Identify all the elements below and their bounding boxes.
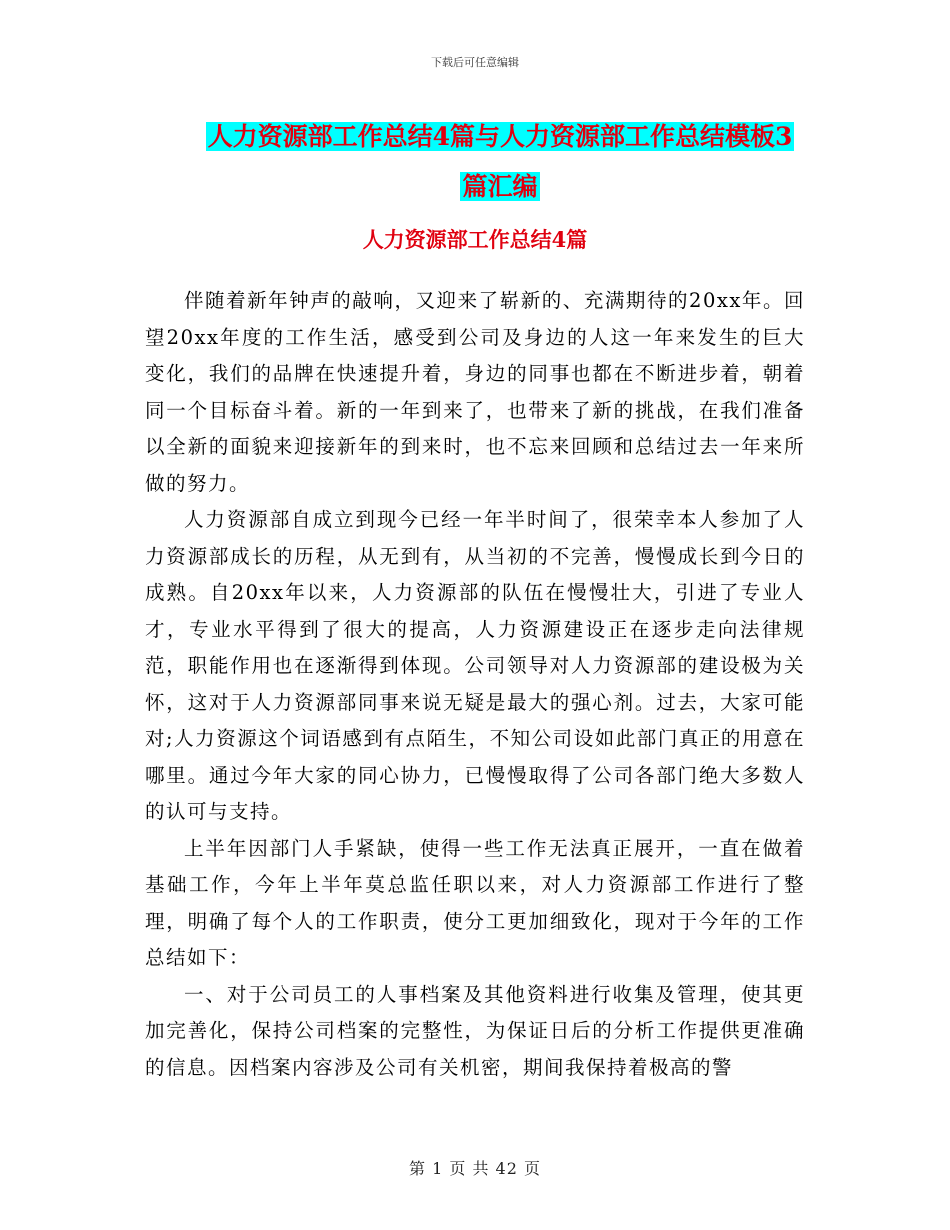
document-title-line1: 人力资源部工作总结4篇与人力资源部工作总结模板3 xyxy=(207,122,793,151)
paragraph: 伴随着新年钟声的敲响，又迎来了崭新的、充满期待的20xx年。回望20xx年度的工作生活，感受到公司及身边的人这一年来发生的巨大变化，我们的品牌在快速提升着，身边的同事也都在不断进步着，朝着同一个目标奋斗着。新的一年到来了，也带来了新的挑战，在我们准备以全新的面貌来迎接新年的到来时，也不忘来回顾和总结过去一年来所做的努力。 xyxy=(145,289,805,495)
document-body xyxy=(145,283,805,1086)
document-title xyxy=(140,112,860,212)
paragraph: 人力资源部自成立到现今已经一年半时间了，很荣幸本人参加了人力资源部成长的历程，从无到有，从当初的不完善，慢慢成长到今日的成熟。自20xx年以来，人力资源部的队伍在慢慢壮大，引进了专业人才，专业水平得到了很大的提高，人力资源建设正在逐步走向法律规范，职能作用也在逐渐得到体现。公司领导对人力资源部的建设极为关怀，这对于人力资源部同事来说无疑是最大的强心剂。过去，大家可能对;人力资源这个词语感到有点陌生，不知公司设如此部门真正的用意在哪里。通过今年大家的同心协力，已慢慢取得了公司各部门绝大多数人的认可与支持。 xyxy=(145,508,805,823)
document-title-line2: 篇汇编 xyxy=(462,172,538,201)
header-note: 下载后可任意编辑 xyxy=(431,56,519,69)
page-number: 第 1 页 共 42 页 xyxy=(409,1159,541,1178)
paragraph: 上半年因部门人手紧缺，使得一些工作无法真正展开，一直在做着基础工作，今年上半年莫总监任职以来，对人力资源部工作进行了整理，明确了每个人的工作职责，使分工更加细致化，现对于今年的工作总结如下： xyxy=(145,836,805,969)
paragraph: 一、对于公司员工的人事档案及其他资料进行收集及管理，使其更加完善化，保持公司档案的完整性，为保证日后的分析工作提供更准确的信息。因档案内容涉及公司有关机密，期间我保持着极高的警 xyxy=(145,982,805,1079)
section-title: 人力资源部工作总结4篇 xyxy=(362,227,588,252)
